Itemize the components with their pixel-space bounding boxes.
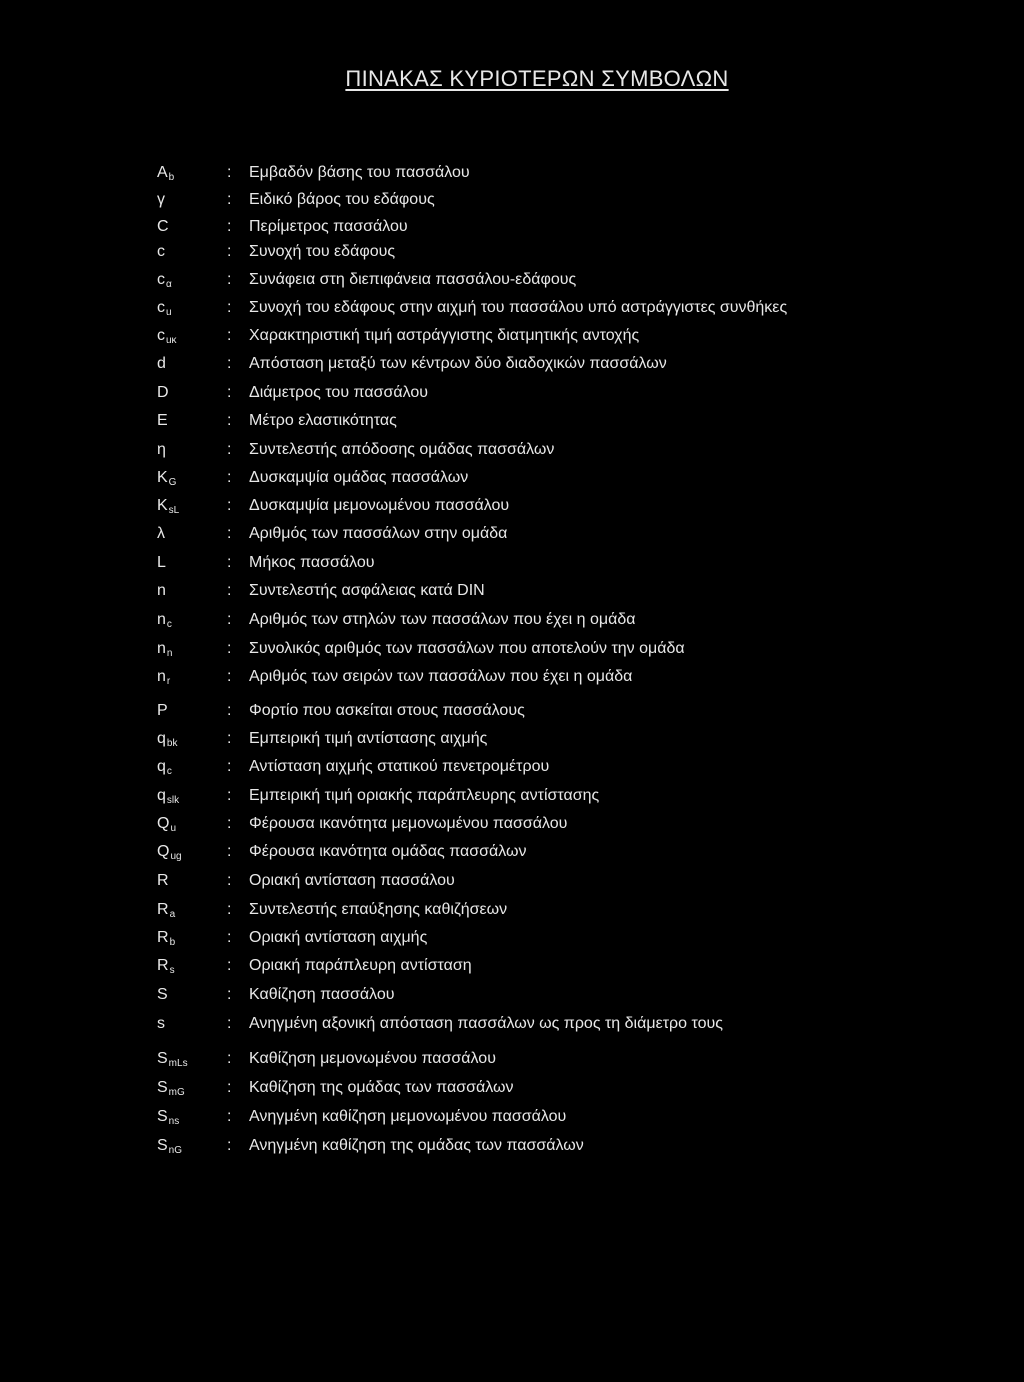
separator-colon: : — [227, 1015, 232, 1032]
separator-colon: : — [227, 327, 232, 344]
symbol-subscript: a — [169, 909, 176, 920]
symbol-main: c — [157, 327, 165, 344]
symbol-description: Συντελεστής επαύξησης καθιζήσεων — [249, 901, 508, 918]
symbol — [157, 1076, 185, 1102]
symbol-main: A — [157, 164, 168, 181]
symbol-main: K — [157, 497, 168, 514]
symbol-description: Δυσκαμψία ομάδας πασσάλων — [249, 469, 469, 486]
symbol-main: c — [157, 299, 165, 316]
symbol-subscript: α — [166, 279, 172, 290]
symbol-description: Συνοχή του εδάφους στην αιχμή του πασσάλου υπό αστράγγιστες συνθήκες — [249, 299, 788, 316]
symbol — [157, 215, 170, 241]
symbol-main: K — [157, 469, 168, 486]
symbol-row — [0, 926, 1024, 950]
symbol-description: Οριακή παράπλευρη αντίσταση — [249, 957, 472, 974]
separator-colon: : — [227, 901, 232, 918]
separator-colon: : — [227, 554, 232, 571]
symbol-row — [0, 438, 1024, 462]
symbol-description: Φορτίο που ασκείται στους πασσάλους — [249, 702, 525, 719]
separator-colon: : — [227, 582, 232, 599]
symbol-description: Απόσταση μεταξύ των κέντρων δύο διαδοχικών πασσάλων — [249, 355, 667, 372]
symbol-subscript: mLs — [168, 1058, 188, 1069]
symbol — [157, 324, 177, 350]
symbol-description: Ειδικό βάρος του εδάφους — [249, 191, 435, 208]
symbol-main: S — [157, 986, 168, 1003]
separator-colon: : — [227, 843, 232, 860]
symbol-subscript: n — [166, 648, 173, 659]
symbol-row — [0, 579, 1024, 603]
symbol-description: Φέρουσα ικανότητα μεμονωμένου πασσάλου — [249, 815, 568, 832]
symbol-row — [0, 240, 1024, 264]
symbol-main: R — [157, 929, 169, 946]
symbol — [157, 637, 172, 663]
symbol-row — [0, 812, 1024, 836]
symbol — [157, 812, 176, 838]
symbol-description: Συνάφεια στη διεπιφάνεια πασσάλου-εδάφους — [249, 271, 577, 288]
symbol-description: Αριθμός των σειρών των πασσάλων που έχει η ομάδα — [249, 668, 633, 685]
symbol — [157, 381, 170, 407]
page-title: ΠΙΝΑΚΑΣ ΚΥΡΙΟΤΕΡΩΝ ΣΥΜΒΟΛΩΝ — [345, 66, 729, 91]
symbol-row — [0, 324, 1024, 348]
separator-colon: : — [227, 384, 232, 401]
symbol — [157, 1047, 188, 1073]
symbol-description: Ανηγμένη καθίζηση μεμονωμένου πασσάλου — [249, 1108, 567, 1125]
separator-colon: : — [227, 299, 232, 316]
separator-colon: : — [227, 640, 232, 657]
symbol-main: R — [157, 901, 169, 918]
separator-colon: : — [227, 730, 232, 747]
symbol-subscript: c — [166, 766, 172, 777]
symbol — [157, 466, 176, 492]
symbol-description: Δυσκαμψία μεμονωμένου πασσάλου — [249, 497, 510, 514]
symbol — [157, 579, 167, 605]
symbol-main: n — [157, 668, 166, 685]
symbol-subscript: bk — [166, 738, 178, 749]
symbol-main: s — [157, 1015, 165, 1032]
symbol-description: Μέτρο ελαστικότητας — [249, 412, 397, 429]
symbol-row — [0, 1076, 1024, 1100]
separator-colon: : — [227, 702, 232, 719]
symbol-row — [0, 727, 1024, 751]
symbol-row — [0, 352, 1024, 376]
symbol-subscript: nG — [168, 1145, 183, 1156]
symbol-row — [0, 954, 1024, 978]
symbol-description: Καθίζηση της ομάδας των πασσάλων — [249, 1079, 514, 1096]
symbol-description: Συνολικός αριθμός των πασσάλων που αποτελούν την ομάδα — [249, 640, 685, 657]
symbol — [157, 409, 169, 435]
symbol-subscript: s — [169, 965, 175, 976]
symbol-row — [0, 551, 1024, 575]
symbol-main: λ — [157, 525, 165, 542]
symbol-description: Ανηγμένη αξονική απόσταση πασσάλων ως προς τη διάμετρο τους — [249, 1015, 723, 1032]
symbol-description: Ανηγμένη καθίζηση της ομάδας των πασσάλων — [249, 1137, 584, 1154]
symbol-subscript: ug — [170, 851, 182, 862]
symbol-row — [0, 637, 1024, 661]
separator-colon: : — [227, 957, 232, 974]
separator-colon: : — [227, 815, 232, 832]
symbol-main: c — [157, 271, 165, 288]
symbol-description: Συντελεστής ασφάλειας κατά DIN — [249, 582, 485, 599]
separator-colon: : — [227, 668, 232, 685]
symbol — [157, 898, 175, 924]
symbol-row — [0, 268, 1024, 292]
symbol — [157, 1134, 182, 1160]
symbol — [157, 699, 169, 725]
separator-colon: : — [227, 1108, 232, 1125]
symbol-row — [0, 1134, 1024, 1158]
separator-colon: : — [227, 355, 232, 372]
symbol-subscript: b — [169, 937, 176, 948]
symbol-main: R — [157, 872, 169, 889]
symbol — [157, 755, 172, 781]
symbol-subscript: ns — [168, 1116, 180, 1127]
symbol-main: d — [157, 355, 166, 372]
symbol-row — [0, 466, 1024, 490]
separator-colon: : — [227, 469, 232, 486]
separator-colon: : — [227, 441, 232, 458]
symbol-description: Καθίζηση πασσάλου — [249, 986, 395, 1003]
symbol-main: E — [157, 412, 168, 429]
symbol-subscript: sL — [168, 505, 180, 516]
symbol — [157, 551, 167, 577]
symbol — [157, 869, 170, 895]
symbol — [157, 665, 170, 691]
symbol-main: c — [157, 243, 165, 260]
symbol — [157, 161, 174, 187]
symbol-row — [0, 898, 1024, 922]
separator-colon: : — [227, 164, 232, 181]
symbol-main: L — [157, 554, 166, 571]
symbol — [157, 784, 179, 810]
separator-colon: : — [227, 218, 232, 235]
symbol-subscript: mG — [168, 1087, 185, 1098]
symbol-main: q — [157, 787, 166, 804]
symbol-main: S — [157, 1137, 168, 1154]
symbol-description: Περίμετρος πασσάλου — [249, 218, 408, 235]
symbol — [157, 188, 166, 214]
symbol-main: S — [157, 1079, 168, 1096]
symbol-main: η — [157, 441, 166, 458]
symbol-main: q — [157, 758, 166, 775]
symbol — [157, 954, 175, 980]
symbol-row — [0, 1105, 1024, 1129]
separator-colon: : — [227, 243, 232, 260]
symbol-description: Αριθμός των πασσάλων στην ομάδα — [249, 525, 508, 542]
symbol-description: Συντελεστής απόδοσης ομάδας πασσάλων — [249, 441, 555, 458]
symbol-subscript: c — [166, 619, 172, 630]
symbol-row — [0, 409, 1024, 433]
symbol-subscript: uκ — [166, 335, 177, 346]
symbol-description: Διάμετρος του πασσάλου — [249, 384, 428, 401]
symbol-main: S — [157, 1108, 168, 1125]
separator-colon: : — [227, 1050, 232, 1067]
symbol-row — [0, 215, 1024, 239]
symbol-main: n — [157, 640, 166, 657]
symbol-row — [0, 699, 1024, 723]
symbol-description: Συνοχή του εδάφους — [249, 243, 396, 260]
symbol-description: Αριθμός των στηλών των πασσάλων που έχει η ομάδα — [249, 611, 636, 628]
symbol-main: Q — [157, 843, 170, 860]
symbol-row — [0, 161, 1024, 185]
symbol-description: Εμπειρική τιμή οριακής παράπλευρης αντίστασης — [249, 787, 600, 804]
symbol-subscript: slk — [166, 795, 180, 806]
separator-colon: : — [227, 929, 232, 946]
separator-colon: : — [227, 191, 232, 208]
symbol-main: R — [157, 957, 169, 974]
symbol-description: Καθίζηση μεμονωμένου πασσάλου — [249, 1050, 496, 1067]
symbol-description: Φέρουσα ικανότητα ομάδας πασσάλων — [249, 843, 527, 860]
symbol-main: Q — [157, 815, 170, 832]
symbol — [157, 438, 167, 464]
symbol-subscript: b — [168, 172, 175, 183]
symbol-subscript: r — [166, 676, 171, 687]
symbol-main: γ — [157, 191, 165, 208]
symbol-row — [0, 522, 1024, 546]
symbol — [157, 1105, 179, 1131]
separator-colon: : — [227, 412, 232, 429]
separator-colon: : — [227, 525, 232, 542]
symbol-row — [0, 755, 1024, 779]
symbol — [157, 1012, 166, 1038]
symbol — [157, 494, 179, 520]
symbol — [157, 268, 172, 294]
symbol-row — [0, 1012, 1024, 1036]
symbol-row — [0, 494, 1024, 518]
symbol-description: Εμβαδόν βάσης του πασσάλου — [249, 164, 470, 181]
symbol — [157, 727, 177, 753]
separator-colon: : — [227, 1079, 232, 1096]
separator-colon: : — [227, 271, 232, 288]
symbol-subscript: u — [170, 823, 177, 834]
symbol-main: q — [157, 730, 166, 747]
symbol-row — [0, 840, 1024, 864]
symbol-row — [0, 869, 1024, 893]
separator-colon: : — [227, 497, 232, 514]
symbol-description: Μήκος πασσάλου — [249, 554, 375, 571]
symbol — [157, 240, 166, 266]
symbol — [157, 983, 169, 1009]
separator-colon: : — [227, 872, 232, 889]
separator-colon: : — [227, 611, 232, 628]
symbol-row — [0, 296, 1024, 320]
symbol — [157, 840, 182, 866]
separator-colon: : — [227, 758, 232, 775]
symbol-row — [0, 608, 1024, 632]
symbol-row — [0, 1047, 1024, 1071]
separator-colon: : — [227, 986, 232, 1003]
symbol-row — [0, 983, 1024, 1007]
symbol-main: S — [157, 1050, 168, 1067]
symbol-subscript: u — [166, 307, 172, 318]
symbol — [157, 608, 172, 634]
symbol-main: P — [157, 702, 168, 719]
symbol-main: C — [157, 218, 169, 235]
symbol — [157, 522, 166, 548]
symbol-description: Χαρακτηριστική τιμή αστράγγιστης διατμητικής αντοχής — [249, 327, 640, 344]
symbol-description: Εμπειρική τιμή αντίστασης αιχμής — [249, 730, 488, 747]
symbol-description: Αντίσταση αιχμής στατικού πενετρομέτρου — [249, 758, 550, 775]
symbol-main: n — [157, 611, 166, 628]
symbol-row — [0, 381, 1024, 405]
symbol — [157, 926, 175, 952]
symbol-description: Οριακή αντίσταση αιχμής — [249, 929, 428, 946]
symbol-row — [0, 784, 1024, 808]
symbol-row — [0, 665, 1024, 689]
symbol-description: Οριακή αντίσταση πασσάλου — [249, 872, 455, 889]
symbol — [157, 296, 172, 322]
symbol-main: n — [157, 582, 166, 599]
separator-colon: : — [227, 1137, 232, 1154]
separator-colon: : — [227, 787, 232, 804]
symbol-row — [0, 188, 1024, 212]
symbol-main: D — [157, 384, 169, 401]
symbol — [157, 352, 167, 378]
symbol-subscript: G — [168, 477, 177, 488]
